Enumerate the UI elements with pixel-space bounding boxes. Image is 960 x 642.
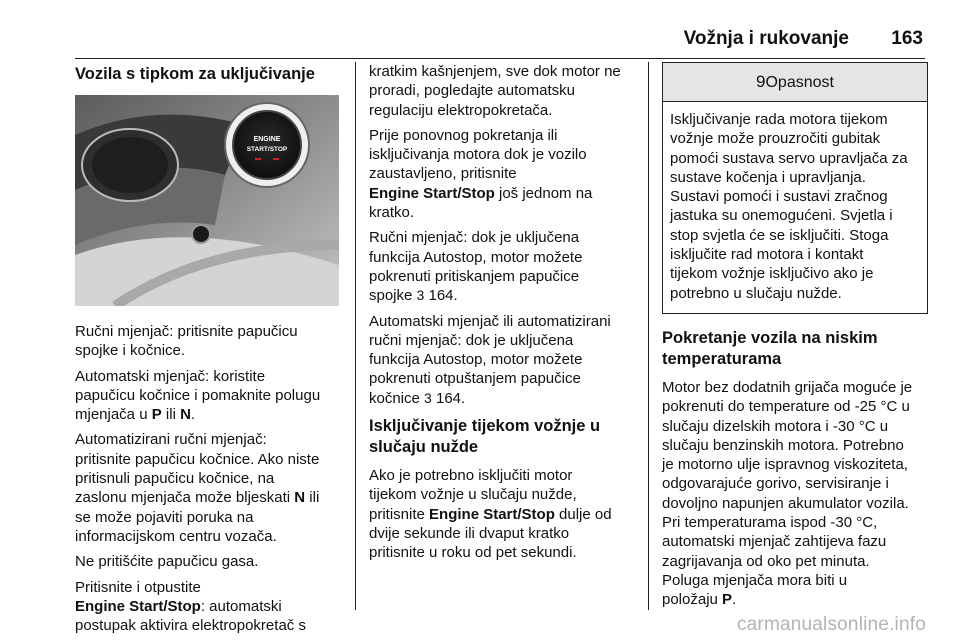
page-reference-icon: 3 (424, 389, 432, 406)
warning-header (663, 63, 927, 102)
paragraph-autostop-manual: Ručni mjenjač: dok je uključena funkcija Autostop, motor možete pokrenuti pritiskanjem papučice spojke 3 164. (369, 229, 583, 305)
paragraph-automated-manual: Automatizirani ručni mjenjač: pritisnite papučicu kočnice. Ako niste pritisnuli papučicu kočnice, na zaslonu mjenjača može bljeskati N ili se može pojaviti poruka na informacijskom centru vozača. (75, 431, 320, 545)
paragraph-autostop-automatic: Automatski mjenjač ili automatizirani ručni mjenjač: dok je uključena funkcija Autostop, motor možete pokrenuti otpuštanjem papučice kočnice 3 164. (369, 312, 611, 407)
paragraph-restart: Prije ponovnog pokretanja ili isključivanja motora dok je vozilo zaustavljeno, pritisnite Engine Start/Stop još jednom na kratko. (369, 126, 593, 222)
column-divider-1 (355, 62, 356, 610)
column-3 (662, 62, 932, 616)
section-heading: Vozila s tipkom za uključivanje (75, 65, 315, 83)
warning-title: Opasnost (765, 74, 834, 91)
danger-warning-box (662, 62, 928, 314)
paragraph-emergency-shutdown: Ako je potrebno isključiti motor tijekom vožnje u slučaju nužde, pritisnite Engine Start/Stop dulje od dvije sekunde ili dvaput kratko pritisnite u roku od pet sekundi. (369, 467, 612, 562)
paragraph-no-throttle: Ne pritišćite papučicu gasa. (75, 553, 259, 571)
page-header (75, 14, 925, 59)
page-number: 163 (891, 28, 923, 49)
column-divider-2 (648, 62, 649, 610)
warning-triangle-icon: 9 (756, 72, 766, 91)
watermark: carmanualsonline.info (736, 614, 926, 635)
column-2 (369, 62, 639, 569)
paragraph-automatic-gearbox: Automatski mjenjač: koristite papučicu kočnice i pomaknite polugu mjenjača u P ili N. (75, 367, 321, 424)
paragraph-manual-gearbox: Ručni mjenjač: pritisnite papučicu spojke i kočnice. (75, 323, 298, 360)
emergency-shutdown-heading: Isključivanje tijekom vožnje u slučaju nužde (369, 417, 601, 457)
paragraph-continue-start: kratkim kašnjenjem, sve dok motor ne proradi, pogledajte automatsku regulaciju elektropokretača. (369, 63, 621, 119)
engine-start-stop-photo (75, 95, 339, 306)
column-1 (75, 62, 345, 641)
photo-label-engine: ENGINE (253, 136, 281, 143)
warning-text: Isključivanje rada motora tijekom vožnje može prouzročiti gubitak pomoći sustava servo upravljača za sustave kočenja i upravljanja. Sustavi pomoći i sustavi zračnog jastuka su onemogućeni. Svjetla i stop svjetla će se isključiti. Stoga isključite rad motora i kontakt tijekom vožnje isključivo ako je potrebno u slučaju nužde. (670, 111, 908, 302)
photo-label-start-stop: START/STOP (246, 146, 288, 153)
chapter-title: Vožnja i rukovanje (683, 28, 849, 49)
paragraph-low-temperature: Motor bez dodatnih grijača moguće je pokrenuti do temperature od -25 °C u slučaju dizelskih motora i -30 °C u slučaju benzinskih motora. Potrebno je motorno ulje ispravnog viskoziteta, odgovarajuće gorivo, servisiranje i dovoljno napunjen akumulator vozila. Pri temperaturama ispod -30 °C, automatski mjenjač zahtijeva fazu zagrijavanja od oko pet minuta. Poluga mjenjača mora biti u položaju P. (662, 378, 913, 609)
page-reference-icon: 3 (416, 287, 425, 304)
paragraph-press-button: Pritisnite i otpustite Engine Start/Stop: automatski postupak aktivira elektropokretač s (75, 578, 306, 635)
low-temperature-heading: Pokretanje vozila na niskim temperaturama (662, 328, 878, 368)
